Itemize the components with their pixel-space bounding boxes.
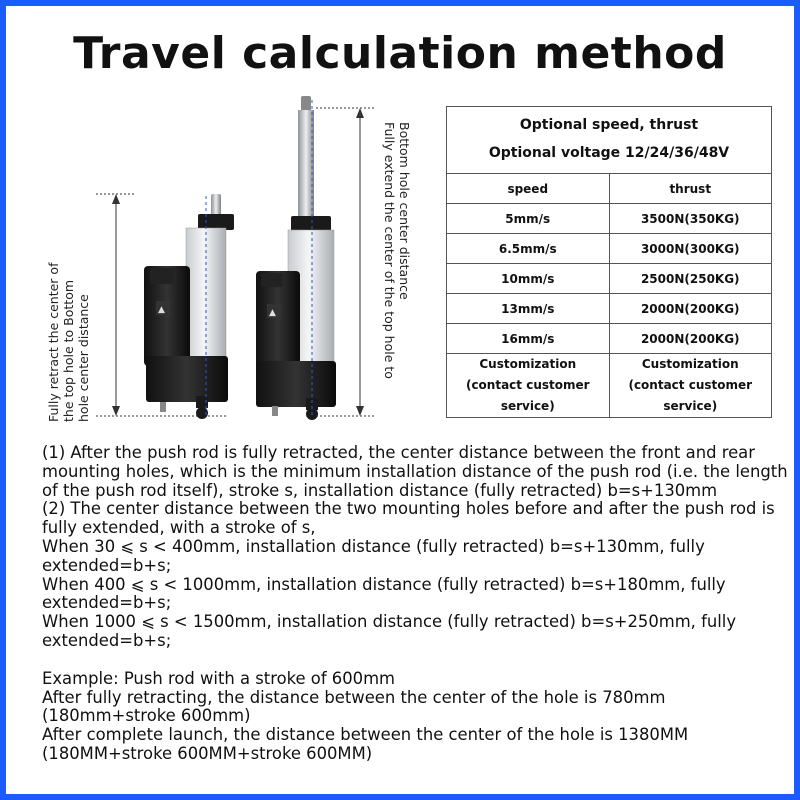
- custom-line-2: (contact customer: [628, 378, 753, 392]
- table-row: [447, 264, 771, 294]
- speed-cell: 16mm/s: [447, 324, 609, 354]
- example-extended: After complete launch, the distance between the center of the hole is 1380MM (180MM+stroke 600MM+stroke 600MM): [42, 725, 694, 763]
- spacer: [42, 651, 792, 670]
- thrust-cell: 2000N(200KG): [609, 294, 771, 324]
- custom-line-3: service): [663, 399, 718, 413]
- table-row: [447, 324, 771, 354]
- table-row: [447, 294, 771, 324]
- speed-cell: 10mm/s: [447, 264, 609, 294]
- extended-label-line-1: Bottom hole center distance: [397, 122, 412, 300]
- spec-table: [446, 106, 772, 418]
- spec-header-line-2: Optional voltage 12/24/36/48V: [488, 145, 730, 161]
- actuator-illustration: [46, 96, 436, 426]
- paragraph-4: When 400 ⩽ s < 1000mm, installation distance (fully retracted) b=s+180mm, fully extended=b+s;: [42, 574, 731, 613]
- example-heading: Example: Push rod with a stroke of 600mm: [42, 668, 396, 688]
- table-row: [447, 204, 771, 234]
- speed-cell: 5mm/s: [447, 204, 609, 234]
- spec-header-line-1: Optional speed, thrust: [519, 117, 699, 133]
- table-header-row: [447, 174, 771, 204]
- paragraph-1: (1) After the push rod is fully retracted, the center distance between the front and rear mounting holes, which is the minimum installation distance of the push rod (i.e. the length of the push rod itself), stroke s, installation distance (fully retracted) b=s+130mm: [42, 443, 793, 500]
- thrust-cell: 3000N(300KG): [609, 234, 771, 264]
- customization-row: [447, 354, 771, 418]
- page-title: Travel calculation method: [73, 28, 727, 79]
- column-header-speed: speed: [507, 181, 549, 196]
- column-header-thrust: thrust: [609, 174, 771, 204]
- retracted-label-line-3: hole center distance: [76, 294, 91, 422]
- actuator-drawing: [46, 96, 436, 426]
- thrust-cell: 3500N(350KG): [609, 204, 771, 234]
- customization-thrust-cell: [609, 354, 771, 418]
- svg-text:▲: ▲: [269, 308, 276, 318]
- example-retracted: After fully retracting, the distance between the center of the hole is 780mm (180mm+stroke 600mm): [42, 687, 671, 726]
- retracted-label-line-2: the top hole to Bottom: [61, 279, 76, 422]
- description-text: [42, 444, 792, 764]
- speed-cell: 6.5mm/s: [447, 234, 609, 264]
- custom-line-2: (contact customer: [465, 378, 590, 392]
- thrust-cell: 2000N(200KG): [609, 324, 771, 354]
- extended-distance-label: [382, 122, 412, 422]
- svg-text:▲: ▲: [158, 305, 165, 315]
- custom-line-1: Customization: [479, 357, 577, 371]
- paragraph-3: When 30 ⩽ s < 400mm, installation distance (fully retracted) b=s+130mm, fully extended=b+s;: [42, 536, 710, 575]
- paragraph-2: (2) The center distance between the two mounting holes before and after the push rod is fully extended, with a stroke of s,: [42, 499, 780, 538]
- extended-actuator: [256, 96, 336, 420]
- custom-line-3: service): [500, 399, 555, 413]
- custom-line-1: Customization: [641, 357, 739, 371]
- thrust-cell: 2500N(250KG): [609, 264, 771, 294]
- retracted-label-line-1: Fully retract the center of: [46, 262, 61, 422]
- customization-speed-cell: [447, 354, 609, 418]
- spec-table-header: [447, 107, 771, 174]
- retracted-actuator: [144, 194, 234, 419]
- retracted-distance-label: [46, 222, 91, 422]
- paragraph-5: When 1000 ⩽ s < 1500mm, installation distance (fully retracted) b=s+250mm, fully extended=b+s;: [42, 612, 742, 650]
- speed-thrust-table: [447, 174, 771, 417]
- extended-label-line-2: Fully extend the center of the top hole to: [382, 122, 397, 379]
- table-row: [447, 234, 771, 264]
- speed-cell: 13mm/s: [447, 294, 609, 324]
